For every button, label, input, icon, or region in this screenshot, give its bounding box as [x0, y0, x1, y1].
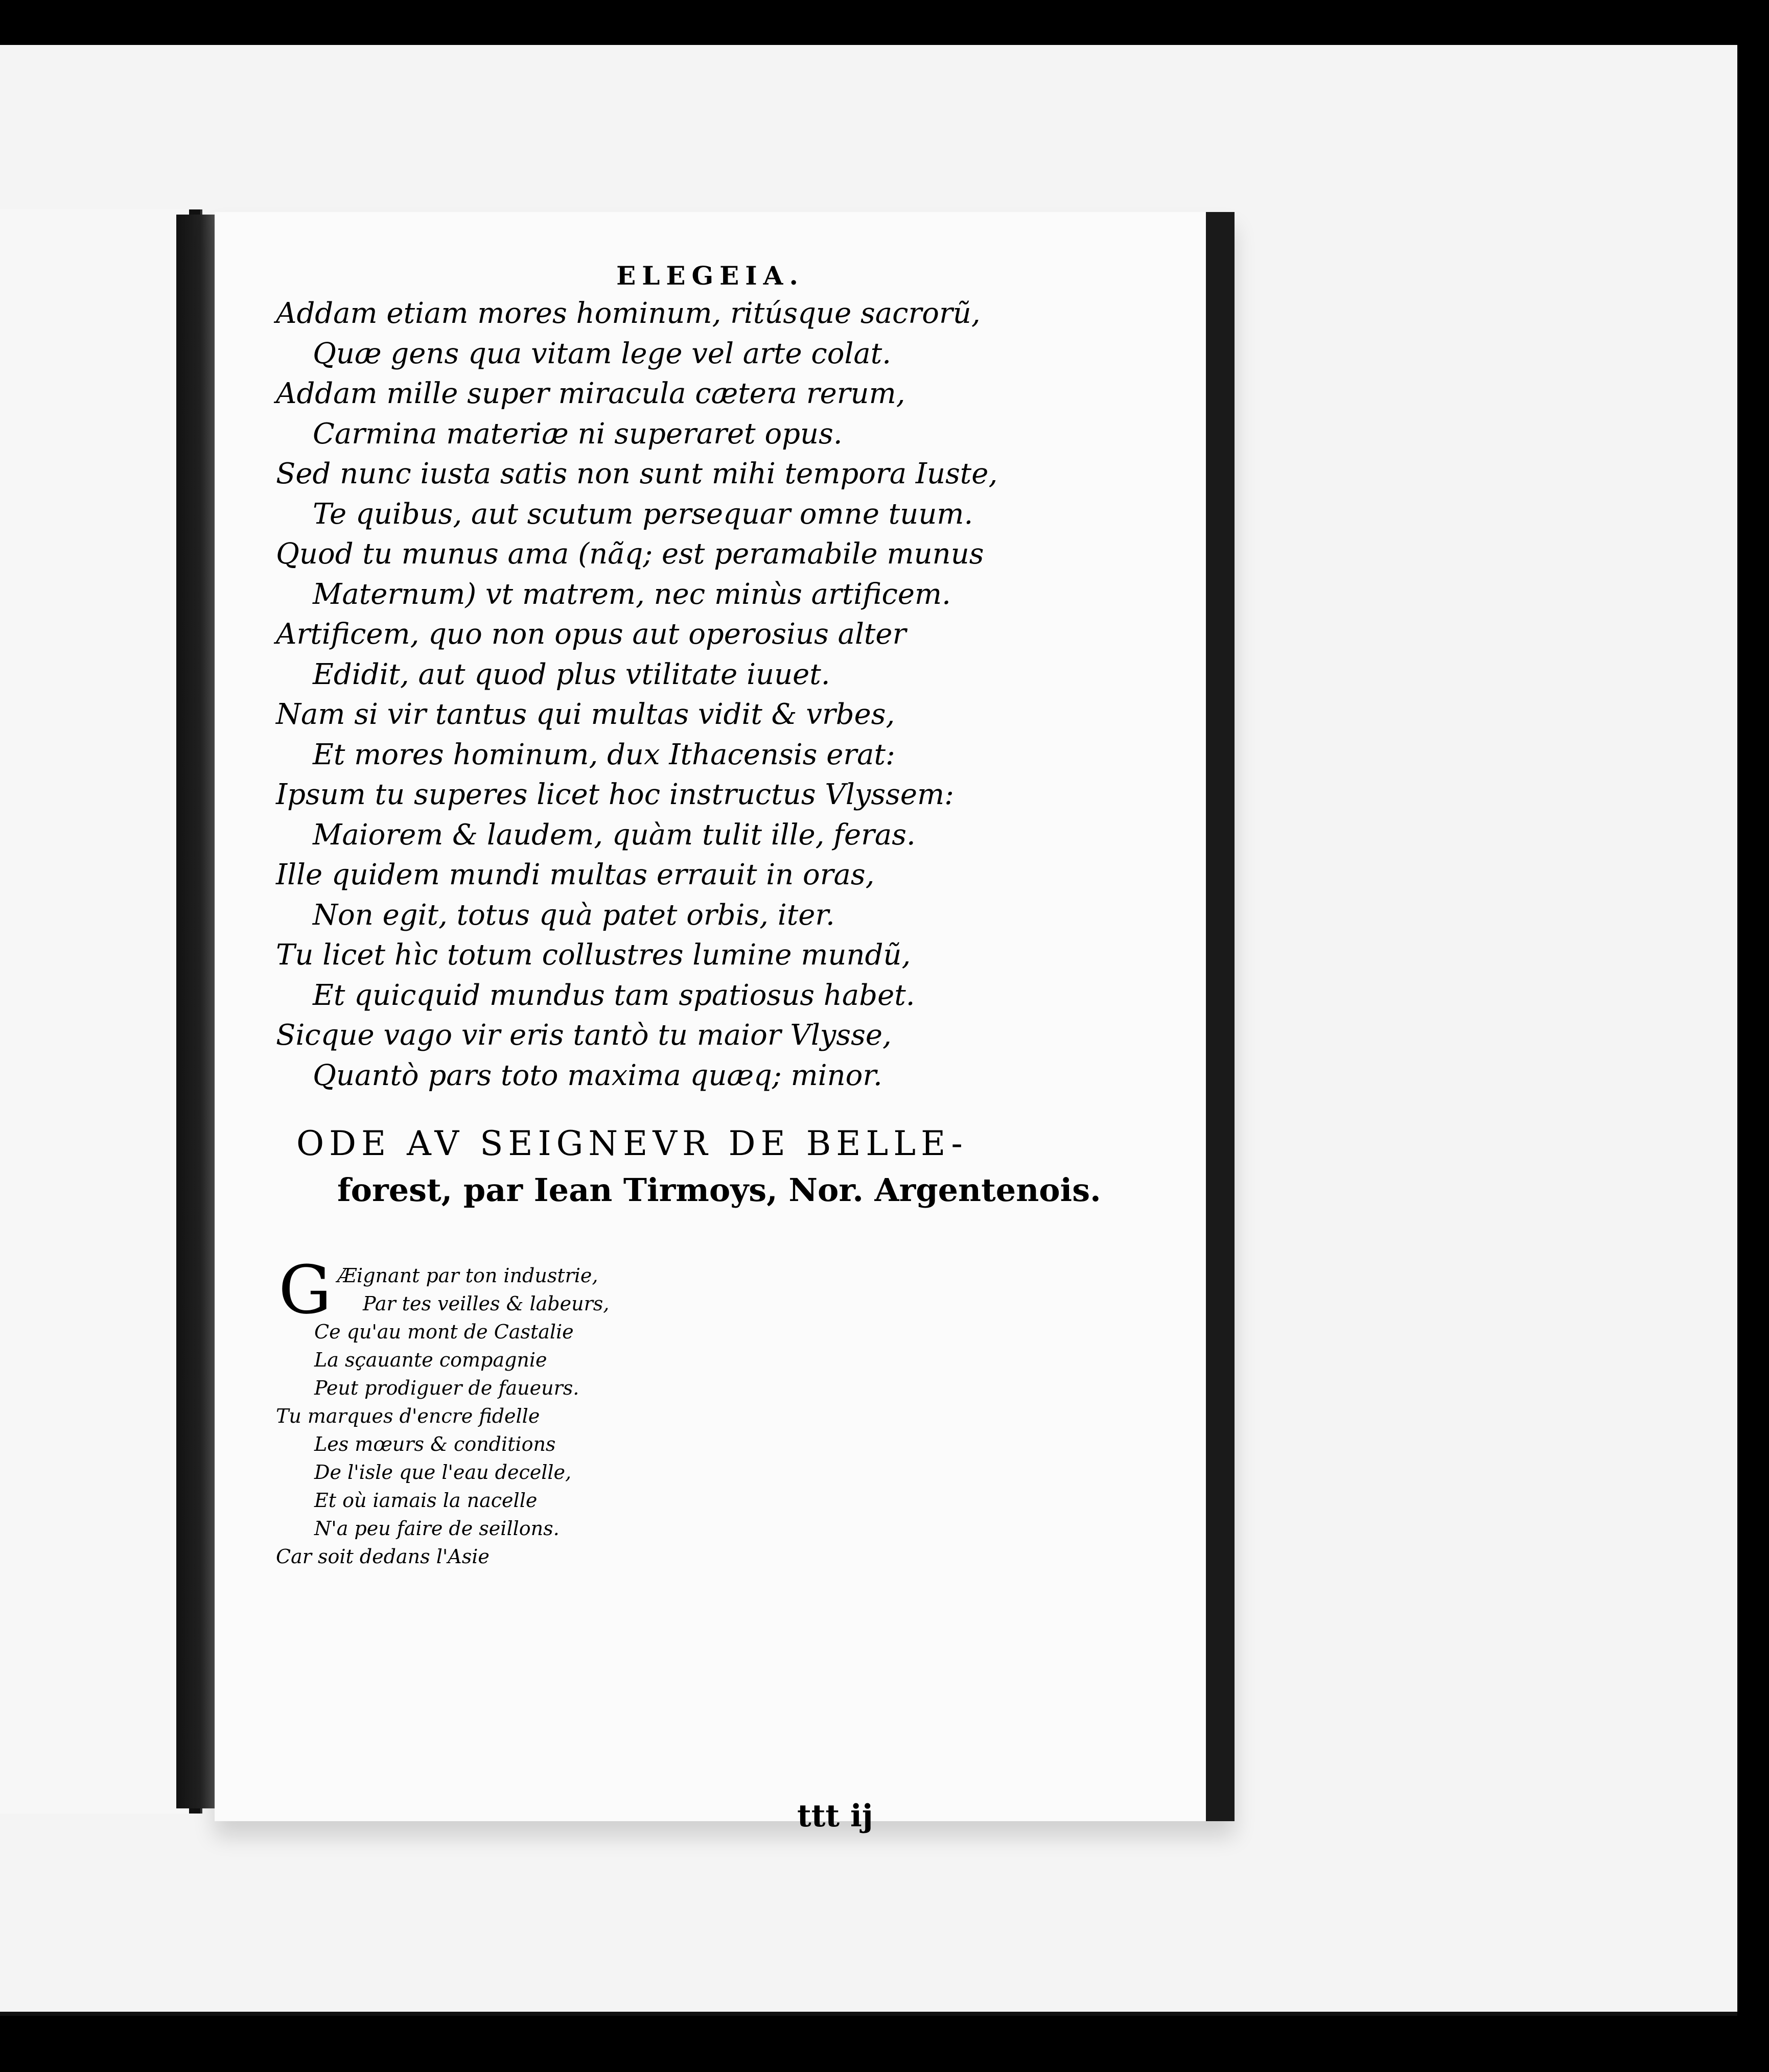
ode-line: Les mœurs & conditions: [314, 1433, 556, 1455]
page-content: [215, 212, 1206, 1834]
verse-line: Addam etiam mores hominum, ritúsque sacrorũ,: [276, 297, 981, 330]
ode-text: [276, 1262, 889, 1571]
ode-line: Peut prodiguer de faueurs.: [314, 1377, 579, 1399]
ode-line: Et où iamais la nacelle: [314, 1489, 538, 1512]
verse-line: Quod tu munus ama (nãq; est peramabile munus: [276, 537, 984, 571]
verse-line: Edidit, aut quod plus vtilitate iuuet.: [313, 657, 830, 691]
verse-line: Ipsum tu superes licet hoc instructus Vlyssem:: [276, 778, 954, 811]
verse-line: Sicque vago vir eris tantò tu maior Vlysse,: [276, 1019, 892, 1052]
ode-line: N'a peu faire de seillons.: [314, 1517, 560, 1540]
verse-line: Maternum) vt matrem, nec minùs artificem.: [313, 577, 951, 611]
ode-line: Ce qu'au mont de Castalie: [314, 1321, 574, 1343]
ode-title-line-1: ODE AV SEIGNEVR DE BELLE-: [296, 1124, 968, 1163]
ode-title: [296, 1124, 1114, 1209]
verse-line: Sed nunc iusta satis non sunt mihi tempora Iuste,: [276, 457, 998, 490]
verse-line: Addam mille super miracula cætera rerum,: [276, 377, 905, 410]
ode-line: Tu marques d'encre fidelle: [276, 1405, 540, 1427]
ode-line: Par tes veilles & labeurs,: [363, 1292, 610, 1315]
verse-line: Carmina materiæ ni superaret opus.: [313, 417, 843, 451]
left-page: [0, 209, 200, 1814]
book-gutter: [176, 215, 217, 1808]
right-page: [215, 212, 1235, 1834]
verse-line: Et mores hominum, dux Ithacensis erat:: [313, 738, 895, 771]
elegy-text: [276, 294, 1145, 1096]
verse-line: Maiorem & laudem, quàm tulit ille, feras.: [313, 818, 916, 852]
ode-title-line-2: forest, par Iean Tirmoys, Nor. Argentenois.: [337, 1171, 1101, 1209]
verse-line: Ille quidem mundi multas errauit in oras,: [276, 858, 875, 891]
verse-line: Tu licet hìc totum collustres lumine mundũ,: [276, 938, 911, 972]
ode-line: La sçauante compagnie: [314, 1349, 547, 1371]
ode-line: Car soit dedans l'Asie: [276, 1545, 490, 1568]
verse-line: Et quicquid mundus tam spatiosus habet.: [313, 978, 915, 1012]
running-head: ELEGEIA.: [616, 261, 804, 291]
verse-line: Quantò pars toto maxima quæq; minor.: [313, 1058, 882, 1092]
ode-line: De l'isle que l'eau decelle,: [314, 1461, 572, 1484]
verse-line: Non egit, totus quà patet orbis, iter.: [313, 898, 835, 932]
verse-line: Te quibus, aut scutum persequar omne tuum.: [313, 497, 973, 531]
ode-line: Æignant par ton industrie,: [337, 1264, 598, 1287]
drop-cap: G: [278, 1251, 332, 1329]
verse-line: Artificem, quo non opus aut operosius alter: [276, 618, 906, 651]
signature-mark: ttt ij: [797, 1798, 873, 1834]
verse-line: Nam si vir tantus qui multas vidit & vrbes,: [276, 698, 895, 731]
verse-line: Quæ gens qua vitam lege vel arte colat.: [313, 337, 892, 370]
